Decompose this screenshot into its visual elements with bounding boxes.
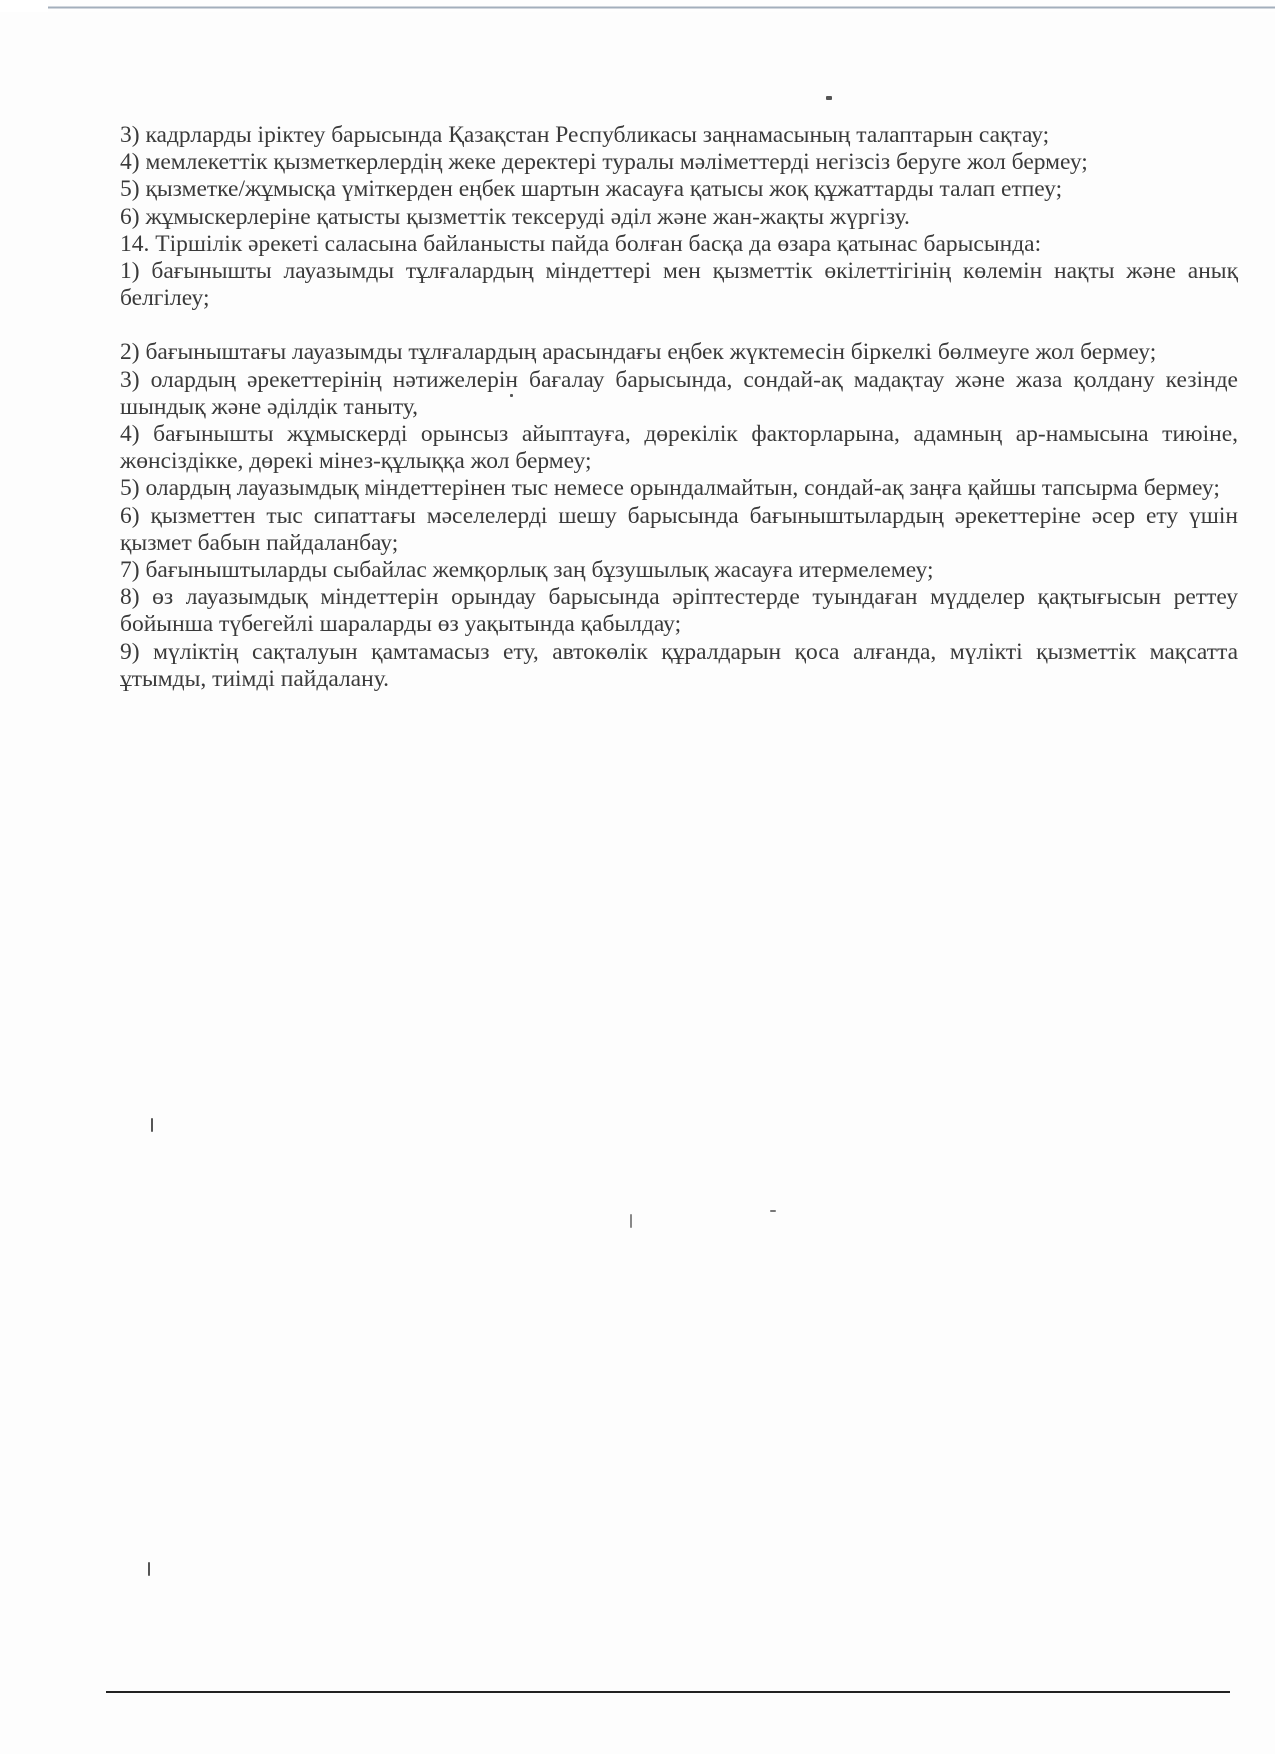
scan-top-edge <box>0 0 1275 12</box>
paragraph-item-6b: 6) қызметтен тыс сипаттағы мәселелерді шешу барысында бағыныштылардың әрекеттеріне әсер ету үшін қызмет бабын пайдаланбау; <box>120 502 1238 556</box>
scan-speck <box>148 1562 150 1576</box>
paragraph-item-5: 5) қызметке/жұмысқа үміткерден еңбек шартын жасауға қатысы жоқ құжаттарды талап етпеу; <box>120 176 1063 203</box>
scan-top-edge-gap <box>0 0 48 12</box>
document-body <box>120 122 1238 693</box>
paragraph-item-8: 8) өз лауазымдық міндеттерін орындау барысында әріптестерде туындаған мүдделер қақтығысын реттеу бойынша түбегейлі шараларды өз уақытында қабылдау; <box>120 584 1238 638</box>
paragraph-item-6: 6) жұмыскерлеріне қатысты қызметтік тексеруді әділ және жан-жақты жүргізу. <box>120 203 910 230</box>
footer-rule <box>106 1691 1230 1693</box>
paragraph-item-7: 7) бағыныштыларды сыбайлас жемқорлық заң бұзушылық жасауға итермелемеу; <box>120 557 934 584</box>
scan-speck <box>151 1118 153 1132</box>
section-14-heading: 14. Тіршілік әрекеті саласына байланысты пайда болған басқа да өзара қатынас барысында: <box>120 230 1042 257</box>
scan-speck <box>826 96 832 100</box>
paragraph-item-2: 2) бағыныштағы лауазымды тұлғалардың арасындағы еңбек жүктемесін біркелкі бөлмеуге жол бермеу; <box>120 339 1157 366</box>
paragraph-item-4b: 4) бағынышты жұмыскерді орынсыз айыптауға, дөрекілік факторларына, адамның ар-намысына тиюіне, жөнсіздікке, дөрекі мінез-құлыққа жол бермеу; <box>120 421 1238 475</box>
paragraph-item-5b: 5) олардың лауазымдық міндеттерінен тыс немесе орындалмайтын, сондай-ақ заңға қайшы тапсырма бермеу; <box>120 475 1220 502</box>
paragraph-item-3: 3) кадрларды іріктеу барысында Қазақстан Республикасы заңнамасының талаптарын сақтау; <box>120 122 1050 148</box>
scan-speck <box>770 1210 776 1212</box>
paragraph-item-4: 4) мемлекеттік қызметкерлердің жеке деректері туралы мәліметтерді негізсіз беруге жол бермеу; <box>120 149 1088 176</box>
paragraph-item-1: 1) бағынышты лауазымды тұлғалардың міндеттері мен қызметтік өкілеттігінің көлемін нақты және анық белгілеу; <box>120 258 1238 312</box>
paragraph-item-3b: 3) олардың әрекеттерінің нәтижелерін бағалау барысында, сондай-ақ мадақтау және жаза қолдану кезінде шындық және әділдік таныту, <box>120 366 1238 420</box>
paragraph-item-9: 9) мүліктің сақталуын қамтамасыз ету, автокөлік құралдарын қоса алғанда, мүлікті қызметтік мақсатта ұтымды, тиімді пайдалану. <box>120 638 1238 692</box>
scan-speck <box>630 1214 632 1228</box>
